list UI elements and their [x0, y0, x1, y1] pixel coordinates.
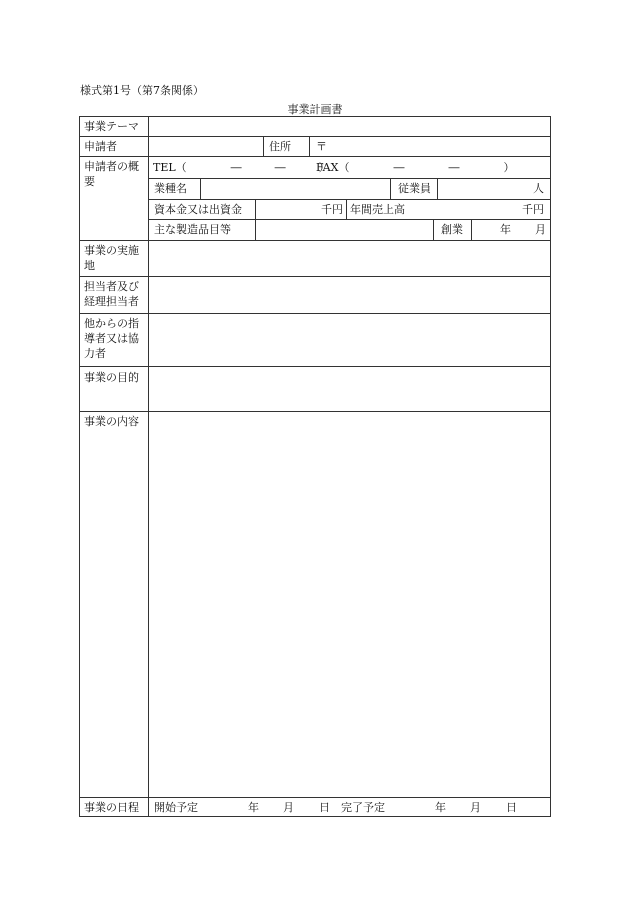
sales-label: 年間売上高: [350, 203, 405, 216]
purpose-field[interactable]: [149, 367, 550, 411]
postal-mark: 〒: [316, 140, 327, 153]
cell-divider: [263, 136, 264, 156]
schedule-label: 事業の日程: [84, 801, 139, 814]
fax-field[interactable]: FAX（ ― ― ）: [316, 161, 515, 174]
applicant-field[interactable]: [149, 137, 263, 156]
employees-unit: 人: [533, 182, 544, 195]
end-day-unit: 日: [506, 801, 517, 814]
employees-label: 従業員: [398, 182, 431, 195]
cell-divider: [309, 136, 310, 156]
address-field[interactable]: [328, 137, 550, 156]
end-year-unit: 年: [435, 801, 446, 814]
document-title: 事業計画書: [287, 103, 343, 116]
end-label: 完了予定: [341, 801, 385, 814]
founded-label: 創業: [441, 223, 463, 236]
industry-label: 業種名: [154, 182, 187, 195]
start-label: 開始予定: [154, 801, 198, 814]
row-divider: [80, 156, 550, 157]
cell-divider: [437, 178, 438, 199]
founded-year-unit: 年: [500, 223, 511, 236]
location-field[interactable]: [149, 241, 550, 276]
cell-divider: [346, 199, 347, 219]
founded-month-unit: 月: [535, 223, 546, 236]
tel-field[interactable]: TEL（ ― ― ）: [153, 161, 330, 174]
location-label: 事業の実施地: [84, 244, 139, 272]
industry-field[interactable]: [201, 179, 390, 199]
cell-divider: [471, 219, 472, 240]
content-label: 事業の内容: [84, 415, 139, 428]
form-number: 様式第1号（第7条関係）: [80, 84, 204, 97]
theme-field[interactable]: [149, 117, 550, 136]
managers-label: 担当者及び経理担当者: [84, 280, 139, 308]
start-month-unit: 月: [283, 801, 294, 814]
start-year-unit: 年: [248, 801, 259, 814]
products-field[interactable]: [256, 220, 433, 240]
theme-label: 事業テーマ: [84, 120, 139, 133]
row-divider: [148, 199, 550, 200]
end-month-unit: 月: [470, 801, 481, 814]
capital-label: 資本金又は出資金: [154, 203, 242, 216]
cell-divider: [390, 178, 391, 199]
content-field[interactable]: [149, 412, 550, 797]
start-day-unit: 日: [319, 801, 330, 814]
capital-unit: 千円: [321, 203, 343, 216]
row-divider: [80, 797, 550, 798]
products-label: 主な製造品目等: [154, 223, 231, 236]
business-plan-form: [79, 116, 551, 817]
advisors-field[interactable]: [149, 314, 550, 366]
cell-divider: [433, 219, 434, 240]
purpose-label: 事業の目的: [84, 371, 139, 384]
address-label: 住所: [269, 140, 291, 153]
applicant-label: 申請者: [84, 140, 117, 153]
sales-unit: 千円: [522, 203, 544, 216]
managers-field[interactable]: [149, 277, 550, 313]
advisors-label: 他からの指導者又は協力者: [84, 317, 139, 360]
overview-label: 申請者の概要: [84, 160, 139, 188]
